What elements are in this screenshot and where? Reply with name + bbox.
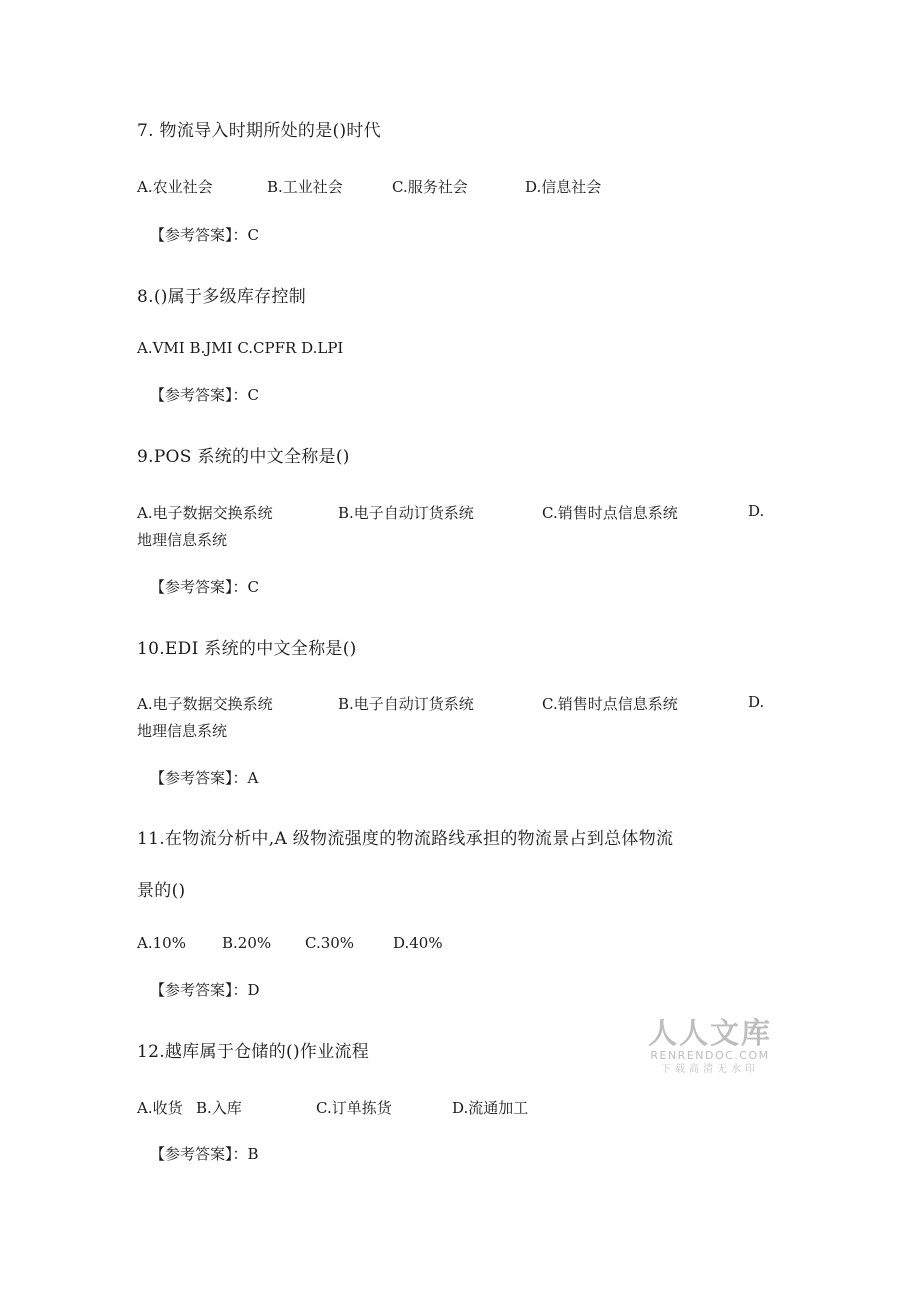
question-11-stem: 11.在物流分析中,A 级物流强度的物流路线承担的物流景占到总体物流	[137, 829, 674, 849]
question-11-stem-continued: 景的()	[137, 881, 186, 901]
renrendoc-watermark	[648, 1017, 772, 1077]
question-11-option-b: B.20%	[222, 934, 272, 952]
question-10-options-continued: 地理信息系统	[137, 722, 228, 740]
watermark-slogan: 下载高清无水印	[661, 1064, 759, 1075]
question-9-option-d: D.	[748, 502, 765, 520]
question-8-stem: 8.()属于多级库存控制	[137, 287, 307, 307]
question-7-option-c: C.服务社会	[392, 178, 468, 196]
question-8-answer: 【参考答案】：C	[150, 386, 259, 404]
question-10-option-a: A.电子数据交换系统	[137, 695, 273, 713]
question-11-option-d: D.40%	[393, 934, 443, 952]
question-8-options: A.VMI B.JMI C.CPFR D.LPI	[137, 339, 344, 357]
question-10-option-b: B.电子自动订货系统	[338, 695, 474, 713]
question-12-stem: 12.越库属于仓储的()作业流程	[137, 1042, 370, 1062]
question-7-answer: 【参考答案】：C	[150, 226, 259, 244]
question-9-option-a: A.电子数据交换系统	[137, 504, 273, 522]
question-11-answer: 【参考答案】：D	[150, 981, 260, 999]
question-11-option-c: C.30%	[305, 934, 355, 952]
question-9-options-continued: 地理信息系统	[137, 531, 228, 549]
question-9-stem: 9.POS 系统的中文全称是()	[137, 447, 350, 467]
question-10-option-d: D.	[748, 693, 765, 711]
question-9-option-b: B.电子自动订货系统	[338, 504, 474, 522]
question-12-answer: 【参考答案】：B	[150, 1145, 259, 1163]
question-12-option-d: D.流通加工	[452, 1099, 529, 1117]
question-10-option-c: C.销售时点信息系统	[542, 695, 678, 713]
question-12-option-a: A.收货	[137, 1099, 183, 1117]
question-10-stem: 10.EDI 系统的中文全称是()	[137, 639, 357, 659]
question-10-answer: 【参考答案】：A	[150, 769, 259, 787]
question-7-option-a: A.农业社会	[137, 178, 213, 196]
question-12-option-b: B.入库	[196, 1099, 242, 1117]
question-7-stem: 7. 物流导入时期所处的是()时代	[137, 121, 381, 141]
question-7-option-d: D.信息社会	[525, 178, 602, 196]
question-12-option-c: C.订单拣货	[316, 1099, 392, 1117]
watermark-domain: RENRENDOC.COM	[650, 1049, 770, 1062]
question-11-option-a: A.10%	[137, 934, 186, 952]
watermark-title: 人人文库	[648, 1016, 773, 1050]
question-7-option-b: B.工业社会	[267, 178, 343, 196]
question-9-answer: 【参考答案】：C	[150, 578, 259, 596]
question-9-option-c: C.销售时点信息系统	[542, 504, 678, 522]
